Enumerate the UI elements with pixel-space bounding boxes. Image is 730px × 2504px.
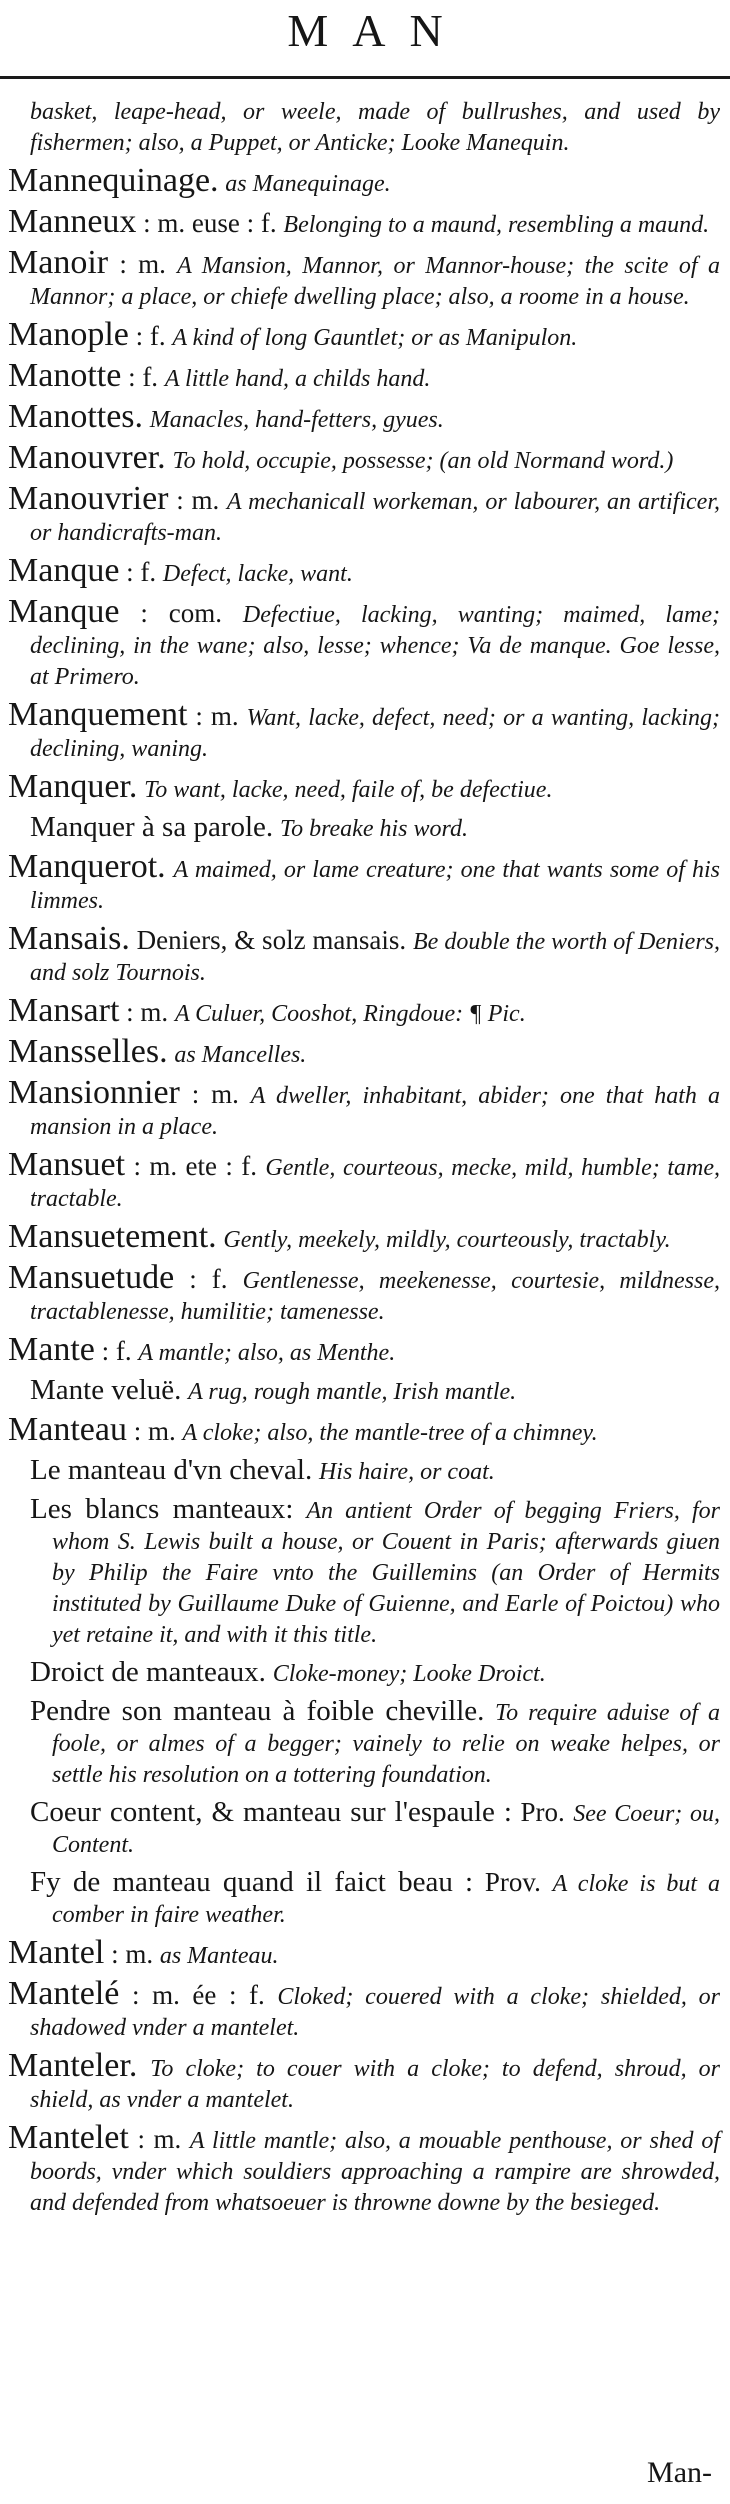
dictionary-entry [8,813,720,844]
entry-headword: Mantel [8,1934,105,1971]
entry-grammar: : f. [101,1336,132,1366]
entry-definition: A cloke; also, the mantle-tree of a chimney. [182,1420,598,1446]
dictionary-entry [8,162,720,199]
entry-headword: Manouvrier [8,480,169,517]
dictionary-entry [8,1411,720,1448]
dictionary-entry [8,1331,720,1368]
entry-definition: as Manteau. [159,1943,279,1969]
entry-headword: Mansuetude [8,1259,175,1296]
dictionary-entry [8,357,720,394]
entry-headword: Manteler. [8,2047,138,2084]
entry-headword: Manquement [8,696,188,733]
dictionary-entry [8,1259,721,1327]
dictionary-entry [8,316,720,353]
entry-grammar: : m. [126,997,169,1027]
dictionary-entry [8,1868,720,1930]
entry-definition: Belonging to a maund, resembling a maund. [283,212,710,238]
entry-headword: Manque [8,552,120,589]
running-head: MAN [287,5,467,56]
entry-definition: A dweller, inhabitant, abider; one that hath a mansion in a place. [30,1083,720,1140]
entry-headword: Manotte [8,357,122,394]
dictionary-entry [8,696,721,764]
dictionary-entry [8,848,720,916]
entry-headword: Manople [8,316,129,353]
catchword: Man- [647,2456,712,2489]
entry-headword: Pendre son manteau à foible cheville. [30,1695,485,1727]
entry-definition: To breake his word. [279,816,468,842]
dictionary-entry [8,1934,720,1971]
entry-headword: Manteau [8,1411,127,1448]
entry-grammar: : m. [176,485,220,515]
entry-headword: Le manteau d'vn cheval. [30,1454,313,1486]
entry-grammar: : m. [191,1079,239,1109]
dictionary-entry [8,1146,721,1214]
entry-definition: See Coeur; ou, Content. [52,1801,721,1858]
entry-definition: Cloked; couered with a cloke; shielded, or shadowed vnder a mantelet. [30,1984,721,2041]
entry-headword: Mansais. [8,920,130,957]
dictionary-entry [8,1495,720,1650]
entry-definition: basket, leape-head, or weele, made of bullrushes, and used by fishermen; also, a Puppet, or Anticke; Looke Manequin. [30,99,720,156]
entry-definition: Gently, meekely, mildly, courteously, tractably. [223,1227,671,1253]
entry-definition: To want, lacke, need, faile of, be defectiue. [144,777,553,803]
dictionary-entry [8,992,720,1029]
entry-definition: His haire, or coat. [318,1459,495,1485]
entry-headword: Manouvrer. [8,439,166,476]
entry-headword: Mansselles. [8,1033,168,1070]
entry-grammar: : f. [126,557,157,587]
dictionary-entry [8,1798,720,1860]
entry-grammar: : m. [111,1939,154,1969]
entry-headword: Mante [8,1331,95,1368]
entry-headword: Manoir [8,244,109,281]
header-rule [0,76,730,79]
entry-grammar: : f. [189,1264,228,1294]
dictionary-entry [8,480,720,548]
entry-headword: Manquer à sa parole. [30,811,274,843]
entry-definition: To require aduise of a foole, or almes of a begger; vainely to relie on weake helpes, or settle his resolution on a tottering foundation. [52,1700,720,1788]
entry-definition: A little hand, a childs hand. [164,366,431,392]
entry-grammar: : m. [137,2124,182,2154]
entry-definition: Defect, lacke, want. [162,561,353,587]
entry-headword: Mannequinage. [8,162,219,199]
entry-grammar: : m. ée : f. [132,1980,265,2010]
entry-headword: Manottes. [8,398,144,435]
entry-headword: Mantelé [8,1975,120,2012]
entry-definition: A rug, rough mantle, Irish mantle. [188,1379,517,1405]
entry-grammar: : m. [195,701,239,731]
entry-definition: A cloke is but a comber in faire weather. [52,1871,721,1928]
entry-headword: Mante veluë. [30,1374,182,1406]
entry-definition: Cloke-money; Looke Droict. [272,1661,546,1687]
entry-grammar: Prov. [484,1867,541,1897]
entry-headword: Coeur content, & manteau sur l'espaule : [30,1796,512,1828]
entry-grammar: : m. euse : f. [143,208,277,238]
dictionary-entry [8,1033,720,1070]
dictionary-entry [8,593,721,692]
entry-headword: Manquerot. [8,848,166,885]
entry-grammar: Pro. [520,1797,565,1827]
dictionary-entry [8,2047,721,2115]
entry-definition: A Culuer, Cooshot, Ringdoue: ¶ Pic. [174,1001,526,1027]
entry-definition: A kind of long Gauntlet; or as Manipulon. [172,325,578,351]
entry-definition: An antient Order of begging Friers, for whom S. Lewis built a house, or Couent in Paris; afterwards giuen by Philip the Faire vnto the Guillemins (an Order of Hermits instituted by Guillaume Duke of Guienne, and Earle of Poictou) who yet retaine it, and with it this title. [52,1498,721,1648]
entry-headword: Manquer. [8,768,138,805]
entry-list [8,96,720,2226]
entry-headword: Droict de manteaux. [30,1656,266,1688]
entry-definition: Want, lacke, defect, need; or a wanting, lacking; declining, waning. [30,705,721,762]
entry-grammar: : m. [133,1416,176,1446]
entry-definition: Manacles, hand-fetters, gyues. [149,407,444,433]
entry-grammar: Deniers, & solz mansais. [136,925,407,955]
entry-definition: To hold, occupie, possesse; (an old Normand word.) [172,448,674,474]
entry-headword: Mantelet [8,2119,129,2156]
entry-headword: Fy de manteau quand il faict beau : [30,1866,474,1898]
entry-headword: Mansuetement. [8,1218,217,1255]
dictionary-entry [8,96,720,158]
entry-definition: A mechanicall workeman, or labourer, an artificer, or handicrafts-man. [30,489,720,546]
entry-headword: Manneux [8,203,137,240]
entry-definition: A Mansion, Mannor, or Mannor-house; the scite of a Mannor; a place, or chiefe dwelling place; also, a roome in a house. [30,253,721,310]
entry-definition: Be double the worth of Deniers, and solz Tournois. [30,929,721,986]
dictionary-entry [8,398,720,435]
dictionary-entry [8,1456,720,1487]
entry-headword: Mansart [8,992,120,1029]
entry-grammar: : m. [119,249,166,279]
dictionary-entry [8,1376,720,1407]
dictionary-entry [8,552,720,589]
dictionary-entry [8,768,720,805]
entry-definition: as Manequinage. [225,171,391,197]
entry-definition: as Mancelles. [174,1042,307,1068]
entry-headword: Mansuet [8,1146,126,1183]
dictionary-entry [8,244,721,312]
dictionary-entry [8,203,720,240]
dictionary-entry [8,1975,721,2043]
dictionary-entry [8,1658,720,1689]
entry-definition: A little mantle; also, a mouable penthouse, or shed of boords, vnder which souldiers approaching a rampire are shrowded, and defended from whatsoeuer is throwne downe by the besieged. [30,2128,720,2216]
dictionary-entry [8,2119,720,2218]
entry-grammar: : com. [140,598,222,628]
entry-grammar: : m. ete : f. [133,1151,257,1181]
entry-definition: Defectiue, lacking, wanting; maimed, lame; declining, in the wane; also, lesse; whence; Va de manque. Goe lesse, at Primero. [30,602,721,690]
entry-definition: A maimed, or lame creature; one that wants some of his limmes. [30,857,720,914]
entry-headword: Les blancs manteaux: [30,1493,294,1525]
dictionary-entry [8,1074,720,1142]
entry-definition: A mantle; also, as Menthe. [138,1340,396,1366]
entry-definition: Gentlenesse, meekenesse, courtesie, mildnesse, tractablenesse, humilitie; tamenesse. [30,1268,721,1325]
entry-definition: Gentle, courteous, mecke, mild, humble; tame, tractable. [30,1155,721,1212]
dictionary-entry [8,920,721,988]
entry-grammar: : f. [135,321,166,351]
entry-headword: Mansionnier [8,1074,180,1111]
entry-headword: Manque [8,593,120,630]
dictionary-entry [8,1697,720,1790]
dictionary-entry [8,1218,720,1255]
entry-definition: To cloke; to couer with a cloke; to defend, shroud, or shield, as vnder a mantelet. [30,2056,721,2113]
dictionary-entry [8,439,720,476]
entry-grammar: : f. [128,362,159,392]
